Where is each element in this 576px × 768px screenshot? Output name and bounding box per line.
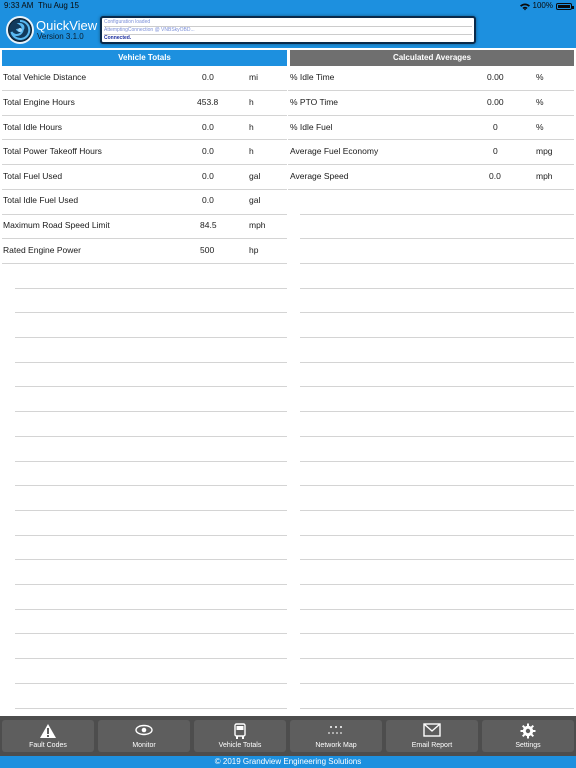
row-divider <box>15 609 287 610</box>
row-label: Total Vehicle Distance <box>3 72 87 82</box>
tab-label: Settings <box>515 742 541 749</box>
row-divider <box>15 535 287 536</box>
table-row[interactable] <box>288 66 574 90</box>
row-value: 0 <box>493 122 498 132</box>
row-divider <box>300 461 574 462</box>
row-divider <box>15 584 287 585</box>
connection-log-line: Configuration loaded <box>104 19 151 25</box>
bottom-tab-bar <box>0 716 576 756</box>
warning-icon <box>39 723 57 739</box>
row-label: Total Fuel Used <box>3 171 63 181</box>
row-unit: % <box>536 122 544 132</box>
row-value: 453.8 <box>197 97 219 107</box>
row-divider <box>300 485 574 486</box>
row-divider <box>300 238 574 239</box>
row-divider <box>300 337 574 338</box>
row-value: 0.0 <box>202 171 214 181</box>
row-label: Maximum Road Speed Limit <box>3 220 110 230</box>
row-divider <box>300 411 574 412</box>
row-label: % Idle Fuel <box>290 122 333 132</box>
row-divider <box>15 411 287 412</box>
row-divider <box>15 386 287 387</box>
row-unit: % <box>536 72 544 82</box>
row-unit: mph <box>536 171 553 181</box>
row-divider <box>300 288 574 289</box>
row-value: 0.0 <box>202 122 214 132</box>
row-divider <box>15 510 287 511</box>
row-label: Total Idle Fuel Used <box>3 195 79 205</box>
row-divider <box>15 708 287 709</box>
row-value: 0.00 <box>487 72 504 82</box>
network-icon <box>327 723 345 737</box>
tab-fault-codes[interactable] <box>2 720 94 752</box>
row-value: 84.5 <box>200 220 217 230</box>
battery-percent: 100% <box>532 1 553 10</box>
row-unit: % <box>536 97 544 107</box>
table-row[interactable] <box>2 214 287 238</box>
tab-label: Vehicle Totals <box>218 742 262 749</box>
vehicle-totals-header: Vehicle Totals <box>2 50 287 66</box>
row-divider <box>2 263 287 264</box>
gear-icon <box>520 723 536 739</box>
row-unit: gal <box>249 171 261 181</box>
row-divider <box>300 559 574 560</box>
table-row[interactable] <box>2 239 287 263</box>
row-unit: mpg <box>536 146 553 156</box>
row-label: % Idle Time <box>290 72 335 82</box>
tab-monitor[interactable] <box>98 720 190 752</box>
connection-status: Connected. <box>104 34 472 42</box>
row-divider <box>15 485 287 486</box>
row-divider <box>15 461 287 462</box>
table-row[interactable] <box>2 66 287 90</box>
row-value: 0.00 <box>487 97 504 107</box>
row-divider <box>15 362 287 363</box>
wifi-icon <box>520 3 530 10</box>
app-header <box>0 12 576 48</box>
app-logo <box>6 16 34 44</box>
row-divider <box>300 436 574 437</box>
row-divider <box>15 312 287 313</box>
table-row[interactable] <box>288 165 574 189</box>
row-value: 0 <box>493 146 498 156</box>
copyright-footer: © 2019 Grandview Engineering Solutions <box>0 756 576 768</box>
table-row[interactable] <box>2 165 287 189</box>
row-divider <box>300 386 574 387</box>
row-value: 0.0 <box>202 195 214 205</box>
app-name: QuickView <box>36 18 98 33</box>
row-label: Average Fuel Economy <box>290 146 379 156</box>
tab-label: Network Map <box>315 742 357 749</box>
row-divider <box>300 312 574 313</box>
row-divider <box>15 633 287 634</box>
battery-icon <box>556 3 572 10</box>
row-divider <box>300 214 574 215</box>
row-divider <box>300 708 574 709</box>
tab-vehicle-totals[interactable] <box>194 720 286 752</box>
row-unit: gal <box>249 195 261 205</box>
table-row[interactable] <box>288 116 574 140</box>
connection-log <box>100 16 476 44</box>
status-date: Thu Aug 15 <box>38 1 79 10</box>
row-divider <box>300 584 574 585</box>
row-label: Rated Engine Power <box>3 245 81 255</box>
table-row[interactable] <box>2 91 287 115</box>
status-bar <box>0 0 576 12</box>
truck-icon <box>233 723 247 740</box>
row-divider <box>15 658 287 659</box>
tab-label: Fault Codes <box>29 742 67 749</box>
app-version: Version 3.1.0 <box>37 32 84 41</box>
row-divider <box>300 510 574 511</box>
tab-network-map[interactable] <box>290 720 382 752</box>
row-divider <box>15 683 287 684</box>
row-divider <box>300 362 574 363</box>
row-divider <box>300 658 574 659</box>
row-label: Average Speed <box>290 171 349 181</box>
eye-icon <box>135 723 153 737</box>
row-unit: mi <box>249 72 258 82</box>
table-row[interactable] <box>288 91 574 115</box>
tab-email-report[interactable] <box>386 720 478 752</box>
row-divider <box>15 436 287 437</box>
table-row[interactable] <box>288 140 574 164</box>
row-divider <box>300 609 574 610</box>
row-value: 0.0 <box>202 146 214 156</box>
table-row[interactable] <box>2 116 287 140</box>
row-divider <box>300 683 574 684</box>
table-row[interactable] <box>2 189 287 213</box>
tab-label: Email Report <box>411 742 453 749</box>
row-unit: hp <box>249 245 259 255</box>
row-unit: mph <box>249 220 266 230</box>
row-divider <box>15 337 287 338</box>
envelope-icon <box>423 723 441 737</box>
row-value: 0.0 <box>202 72 214 82</box>
table-row[interactable] <box>2 140 287 164</box>
row-value: 500 <box>200 245 215 255</box>
row-divider <box>15 288 287 289</box>
tab-settings[interactable] <box>482 720 574 752</box>
row-label: Total Engine Hours <box>3 97 75 107</box>
row-divider <box>288 189 574 190</box>
connection-log-line: AttemptingConnection @ VNBSkyOBD... <box>104 26 472 34</box>
row-label: % PTO Time <box>290 97 339 107</box>
status-time: 9:33 AM <box>4 1 34 10</box>
row-value: 0.0 <box>489 171 501 181</box>
row-label: Total Idle Hours <box>3 122 63 132</box>
swirl-logo-icon <box>8 18 32 42</box>
row-label: Total Power Takeoff Hours <box>3 146 102 156</box>
row-divider <box>300 535 574 536</box>
calculated-averages-header: Calculated Averages <box>290 50 574 66</box>
row-unit: h <box>249 146 254 156</box>
row-unit: h <box>249 97 254 107</box>
row-divider <box>300 263 574 264</box>
row-divider <box>15 559 287 560</box>
tab-label: Monitor <box>132 742 156 749</box>
status-right <box>520 0 572 12</box>
row-unit: h <box>249 122 254 132</box>
row-divider <box>300 633 574 634</box>
